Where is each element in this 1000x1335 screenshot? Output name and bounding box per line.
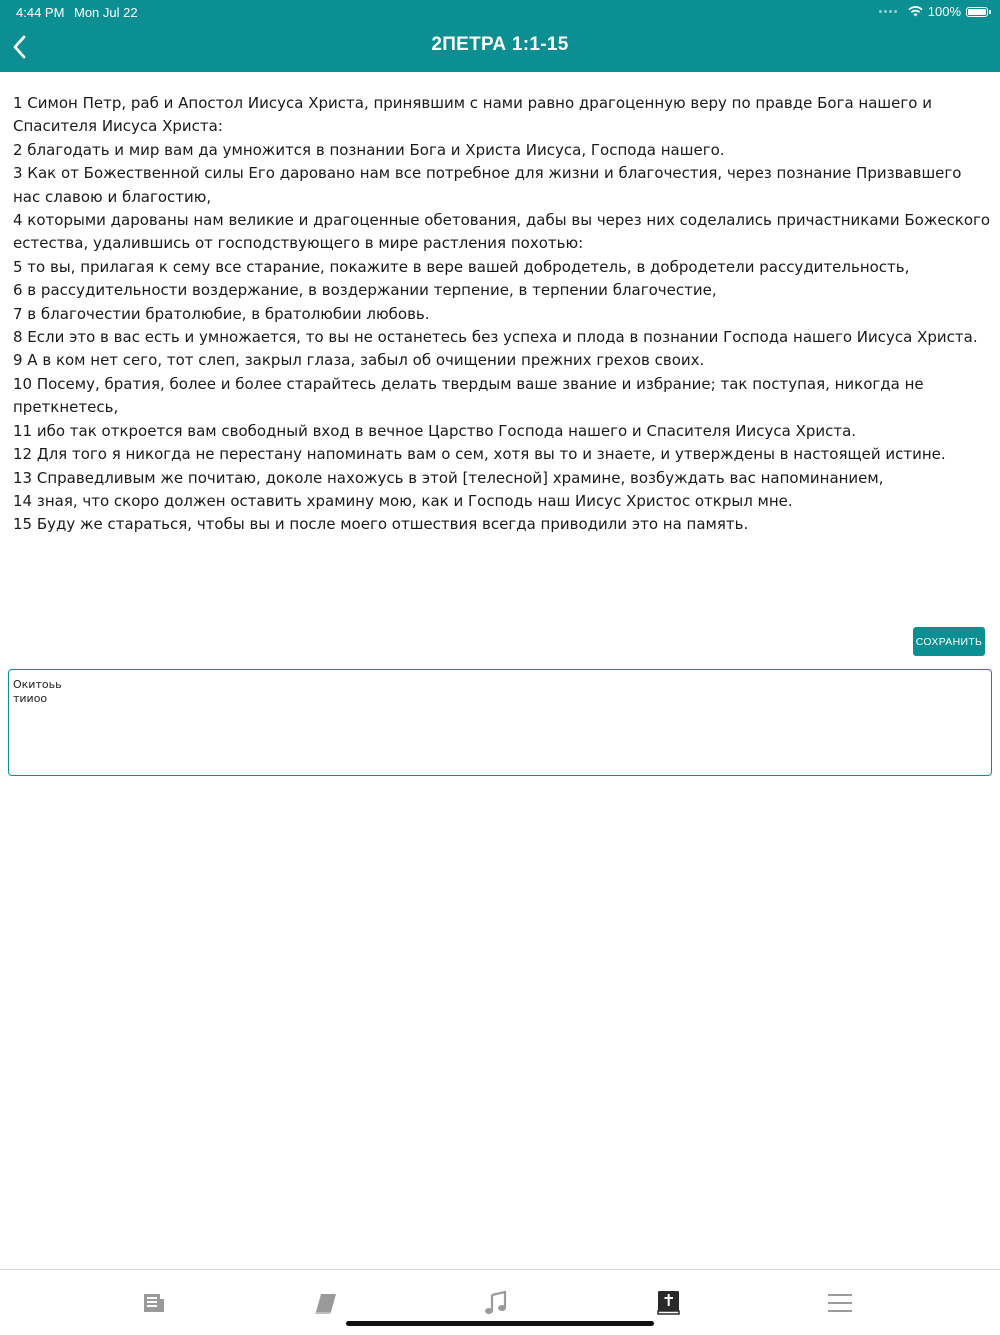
status-indicators [879,4,988,19]
wifi-icon [908,6,923,17]
verse: 12 Для того я никогда не перестану напоминать вам о сем, хотя вы то и знаете, и утверждены в настоящей истине. [13,445,946,464]
menu-icon [824,1288,856,1318]
status-date: Mon Jul 22 [74,5,138,20]
verse: 13 Справедливым же почитаю, доколе нахожусь в этой [телесной] храмине, возбуждать вас напоминанием, [13,468,884,487]
verse: 1 Симон Петр, раб и Апостол Иисуса Христа, принявшим с нами равно драгоценную веру по правде Бога нашего и Спасителя Иисуса Христа: [13,94,932,136]
status-time: 4:44 PM [16,5,65,20]
verse: 3 Как от Божественной силы Его даровано нам все потребное для жизни и благочестия, через познание Призвавшего нас славою и благостию, [13,164,962,206]
signal-icon [879,10,897,13]
tab-music[interactable] [480,1288,512,1318]
battery-percent: 100% [927,4,961,19]
verse: 15 Буду же стараться, чтобы вы и после моего отшествия всегда приводили это на память. [13,515,749,534]
verse: 11 ибо так откроется вам свободный вход в вечное Царство Господа нашего и Спасителя Иисуса Христа. [13,421,857,440]
tab-bible[interactable] [653,1288,685,1318]
verse: 14 зная, что скоро должен оставить храмину мою, как и Господь наш Иисус Христос открыл мне. [13,491,793,510]
book-icon [309,1288,341,1318]
app-header [0,0,1000,72]
note-textarea[interactable] [8,669,992,776]
verse: 5 то вы, прилагая к сему все старание, покажите в вере вашей добродетель, в добродетели рассудительность, [13,257,910,276]
scripture-text [13,92,993,537]
note-line: Окитоьь [13,678,62,691]
page-title: 2ПЕТРА 1:1-15 [431,34,569,55]
verse: 6 в рассудительности воздержание, в воздержании терпение, в терпении благочестие, [13,281,717,300]
music-note-icon [480,1288,512,1318]
tab-menu[interactable] [824,1288,856,1318]
verse: 2 благодать и мир вам да умножится в познании Бога и Христа Иисуса, Господа нашего. [13,140,725,159]
verse: 8 Если это в вас есть и умножается, то вы не останетесь без успеха и плода в познании Господа нашего Иисуса Христа. [13,328,978,347]
verse: 10 Посему, братия, более и более старайтесь делать твердым ваше звание и избрание; так поступая, никогда не преткнетесь, [13,374,924,417]
home-indicator [346,1321,654,1326]
bible-icon [653,1288,685,1318]
battery-icon [966,7,988,17]
save-button[interactable]: СОХРАНИТЬ [913,627,985,656]
verse: 4 которыми дарованы нам великие и драгоценные обетования, дабы вы через них соделались причастниками Божеского естества, удалившись от господствующего в мире растления похотью: [13,211,991,253]
note-line: тииоо [13,692,48,705]
verse: 7 в благочестии братолюбие, в братолюбии любовь. [13,304,430,323]
tab-books[interactable] [309,1288,341,1318]
news-icon [138,1288,170,1318]
tab-news[interactable] [138,1288,170,1318]
status-bar [0,0,1000,24]
verse: 9 А в ком нет сего, тот слеп, закрыл глаза, забыл об очищении прежних грехов своих. [13,351,705,370]
